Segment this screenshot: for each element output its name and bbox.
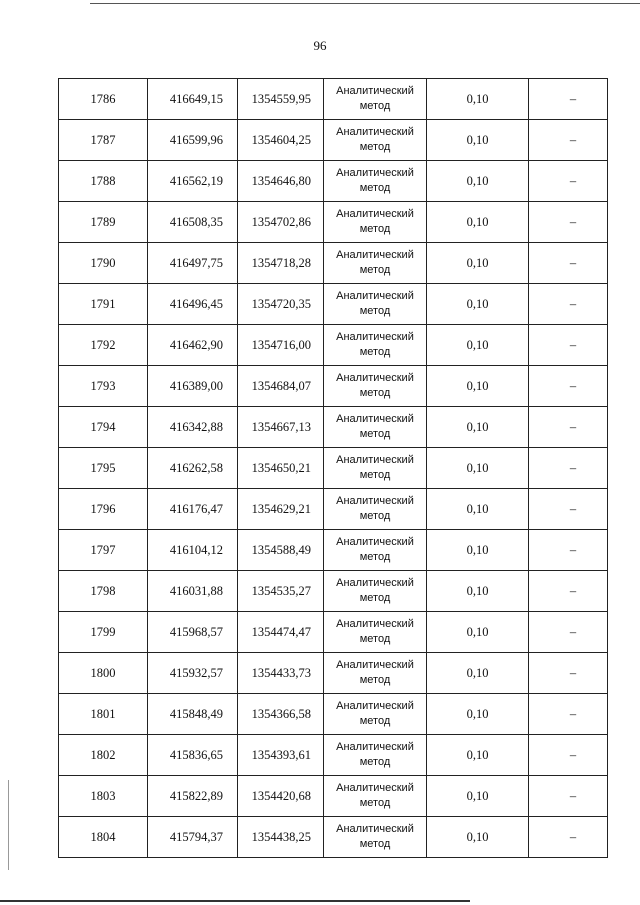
method-line-2: метод	[359, 797, 391, 809]
point-number-cell: 1795	[59, 448, 148, 489]
method-line-2: метод	[359, 428, 391, 440]
y-coordinate-cell: 1354684,07	[238, 366, 324, 407]
method-line-1: Аналитический	[336, 208, 414, 220]
method-cell	[324, 243, 427, 284]
accuracy-cell: 0,10	[427, 694, 529, 735]
table-row	[59, 776, 608, 817]
method-cell	[324, 284, 427, 325]
accuracy-cell: 0,10	[427, 612, 529, 653]
table-row	[59, 161, 608, 202]
note-cell: –	[529, 694, 608, 735]
y-coordinate-cell: 1354366,58	[238, 694, 324, 735]
y-coordinate-cell: 1354667,13	[238, 407, 324, 448]
table-row	[59, 694, 608, 735]
x-coordinate-cell: 415822,89	[148, 776, 238, 817]
method-line-1: Аналитический	[336, 700, 414, 712]
x-coordinate-cell: 416649,15	[148, 79, 238, 120]
accuracy-cell: 0,10	[427, 489, 529, 530]
y-coordinate-cell: 1354702,86	[238, 202, 324, 243]
accuracy-cell: 0,10	[427, 161, 529, 202]
x-coordinate-cell: 416104,12	[148, 530, 238, 571]
point-number-cell: 1792	[59, 325, 148, 366]
method-cell	[324, 448, 427, 489]
method-cell	[324, 817, 427, 858]
table-row	[59, 120, 608, 161]
table-row	[59, 530, 608, 571]
method-line-1: Аналитический	[336, 618, 414, 630]
x-coordinate-cell: 416262,58	[148, 448, 238, 489]
accuracy-cell: 0,10	[427, 817, 529, 858]
y-coordinate-cell: 1354604,25	[238, 120, 324, 161]
point-number-cell: 1796	[59, 489, 148, 530]
x-coordinate-cell: 415932,57	[148, 653, 238, 694]
method-cell	[324, 161, 427, 202]
y-coordinate-cell: 1354716,00	[238, 325, 324, 366]
x-coordinate-cell: 416497,75	[148, 243, 238, 284]
x-coordinate-cell: 416462,90	[148, 325, 238, 366]
y-coordinate-cell: 1354433,73	[238, 653, 324, 694]
x-coordinate-cell: 416508,35	[148, 202, 238, 243]
method-line-2: метод	[359, 264, 391, 276]
accuracy-cell: 0,10	[427, 571, 529, 612]
method-line-1: Аналитический	[336, 782, 414, 794]
y-coordinate-cell: 1354535,27	[238, 571, 324, 612]
table-row	[59, 817, 608, 858]
point-number-cell: 1797	[59, 530, 148, 571]
point-number-cell: 1803	[59, 776, 148, 817]
accuracy-cell: 0,10	[427, 325, 529, 366]
coordinates-table	[58, 78, 608, 858]
table-row	[59, 325, 608, 366]
note-cell: –	[529, 366, 608, 407]
method-cell	[324, 776, 427, 817]
note-cell: –	[529, 407, 608, 448]
point-number-cell: 1788	[59, 161, 148, 202]
note-cell: –	[529, 202, 608, 243]
method-cell	[324, 366, 427, 407]
accuracy-cell: 0,10	[427, 530, 529, 571]
x-coordinate-cell: 416496,45	[148, 284, 238, 325]
note-cell: –	[529, 325, 608, 366]
method-line-1: Аналитический	[336, 495, 414, 507]
method-line-2: метод	[359, 551, 391, 563]
method-cell	[324, 489, 427, 530]
note-cell: –	[529, 284, 608, 325]
x-coordinate-cell: 415836,65	[148, 735, 238, 776]
method-cell	[324, 653, 427, 694]
method-cell	[324, 571, 427, 612]
method-cell	[324, 694, 427, 735]
coordinates-table-body	[59, 79, 608, 858]
y-coordinate-cell: 1354474,47	[238, 612, 324, 653]
method-line-2: метод	[359, 346, 391, 358]
x-coordinate-cell: 415968,57	[148, 612, 238, 653]
y-coordinate-cell: 1354559,95	[238, 79, 324, 120]
note-cell: –	[529, 120, 608, 161]
method-line-2: метод	[359, 510, 391, 522]
point-number-cell: 1800	[59, 653, 148, 694]
accuracy-cell: 0,10	[427, 243, 529, 284]
method-line-2: метод	[359, 387, 391, 399]
method-line-1: Аналитический	[336, 290, 414, 302]
x-coordinate-cell: 416176,47	[148, 489, 238, 530]
accuracy-cell: 0,10	[427, 448, 529, 489]
y-coordinate-cell: 1354646,80	[238, 161, 324, 202]
accuracy-cell: 0,10	[427, 284, 529, 325]
accuracy-cell: 0,10	[427, 79, 529, 120]
x-coordinate-cell: 416031,88	[148, 571, 238, 612]
note-cell: –	[529, 243, 608, 284]
y-coordinate-cell: 1354720,35	[238, 284, 324, 325]
method-line-1: Аналитический	[336, 167, 414, 179]
method-line-1: Аналитический	[336, 249, 414, 261]
scan-edge-top	[90, 3, 640, 4]
method-cell	[324, 407, 427, 448]
note-cell: –	[529, 817, 608, 858]
accuracy-cell: 0,10	[427, 735, 529, 776]
method-line-2: метод	[359, 715, 391, 727]
point-number-cell: 1793	[59, 366, 148, 407]
y-coordinate-cell: 1354629,21	[238, 489, 324, 530]
method-line-2: метод	[359, 305, 391, 317]
y-coordinate-cell: 1354393,61	[238, 735, 324, 776]
point-number-cell: 1801	[59, 694, 148, 735]
method-line-1: Аналитический	[336, 126, 414, 138]
accuracy-cell: 0,10	[427, 120, 529, 161]
x-coordinate-cell: 416562,19	[148, 161, 238, 202]
note-cell: –	[529, 530, 608, 571]
note-cell: –	[529, 612, 608, 653]
table-row	[59, 202, 608, 243]
note-cell: –	[529, 735, 608, 776]
method-line-1: Аналитический	[336, 372, 414, 384]
table-row	[59, 243, 608, 284]
x-coordinate-cell: 416389,00	[148, 366, 238, 407]
table-row	[59, 366, 608, 407]
x-coordinate-cell: 415794,37	[148, 817, 238, 858]
note-cell: –	[529, 571, 608, 612]
y-coordinate-cell: 1354588,49	[238, 530, 324, 571]
accuracy-cell: 0,10	[427, 407, 529, 448]
page-number: 96	[313, 38, 327, 53]
method-cell	[324, 735, 427, 776]
x-coordinate-cell: 415848,49	[148, 694, 238, 735]
table-row	[59, 653, 608, 694]
table-row	[59, 284, 608, 325]
point-number-cell: 1790	[59, 243, 148, 284]
scan-edge-left	[8, 780, 9, 870]
point-number-cell: 1802	[59, 735, 148, 776]
method-line-2: метод	[359, 182, 391, 194]
method-line-2: метод	[359, 756, 391, 768]
table-row	[59, 571, 608, 612]
method-line-2: метод	[359, 633, 391, 645]
method-line-2: метод	[359, 141, 391, 153]
note-cell: –	[529, 448, 608, 489]
method-line-1: Аналитический	[336, 454, 414, 466]
note-cell: –	[529, 79, 608, 120]
note-cell: –	[529, 653, 608, 694]
method-line-2: метод	[359, 838, 391, 850]
note-cell: –	[529, 776, 608, 817]
method-cell	[324, 530, 427, 571]
point-number-cell: 1798	[59, 571, 148, 612]
method-line-1: Аналитический	[336, 536, 414, 548]
method-line-2: метод	[359, 223, 391, 235]
method-line-2: метод	[359, 100, 391, 112]
method-line-1: Аналитический	[336, 85, 414, 97]
method-cell	[324, 120, 427, 161]
table-row	[59, 79, 608, 120]
note-cell: –	[529, 161, 608, 202]
method-line-2: метод	[359, 592, 391, 604]
point-number-cell: 1791	[59, 284, 148, 325]
method-cell	[324, 79, 427, 120]
table-row	[59, 612, 608, 653]
point-number-cell: 1786	[59, 79, 148, 120]
accuracy-cell: 0,10	[427, 653, 529, 694]
point-number-cell: 1787	[59, 120, 148, 161]
point-number-cell: 1799	[59, 612, 148, 653]
note-cell: –	[529, 489, 608, 530]
method-line-1: Аналитический	[336, 331, 414, 343]
method-line-1: Аналитический	[336, 741, 414, 753]
point-number-cell: 1804	[59, 817, 148, 858]
method-cell	[324, 612, 427, 653]
point-number-cell: 1794	[59, 407, 148, 448]
accuracy-cell: 0,10	[427, 202, 529, 243]
point-number-cell: 1789	[59, 202, 148, 243]
method-line-2: метод	[359, 469, 391, 481]
method-line-1: Аналитический	[336, 577, 414, 589]
method-cell	[324, 325, 427, 366]
table-row	[59, 448, 608, 489]
accuracy-cell: 0,10	[427, 776, 529, 817]
method-line-1: Аналитический	[336, 413, 414, 425]
table-row	[59, 735, 608, 776]
method-line-2: метод	[359, 674, 391, 686]
accuracy-cell: 0,10	[427, 366, 529, 407]
y-coordinate-cell: 1354438,25	[238, 817, 324, 858]
y-coordinate-cell: 1354420,68	[238, 776, 324, 817]
y-coordinate-cell: 1354718,28	[238, 243, 324, 284]
scan-edge-bottom	[0, 900, 470, 902]
method-line-1: Аналитический	[336, 659, 414, 671]
x-coordinate-cell: 416342,88	[148, 407, 238, 448]
method-line-1: Аналитический	[336, 823, 414, 835]
table-row	[59, 407, 608, 448]
table-row	[59, 489, 608, 530]
x-coordinate-cell: 416599,96	[148, 120, 238, 161]
method-cell	[324, 202, 427, 243]
y-coordinate-cell: 1354650,21	[238, 448, 324, 489]
